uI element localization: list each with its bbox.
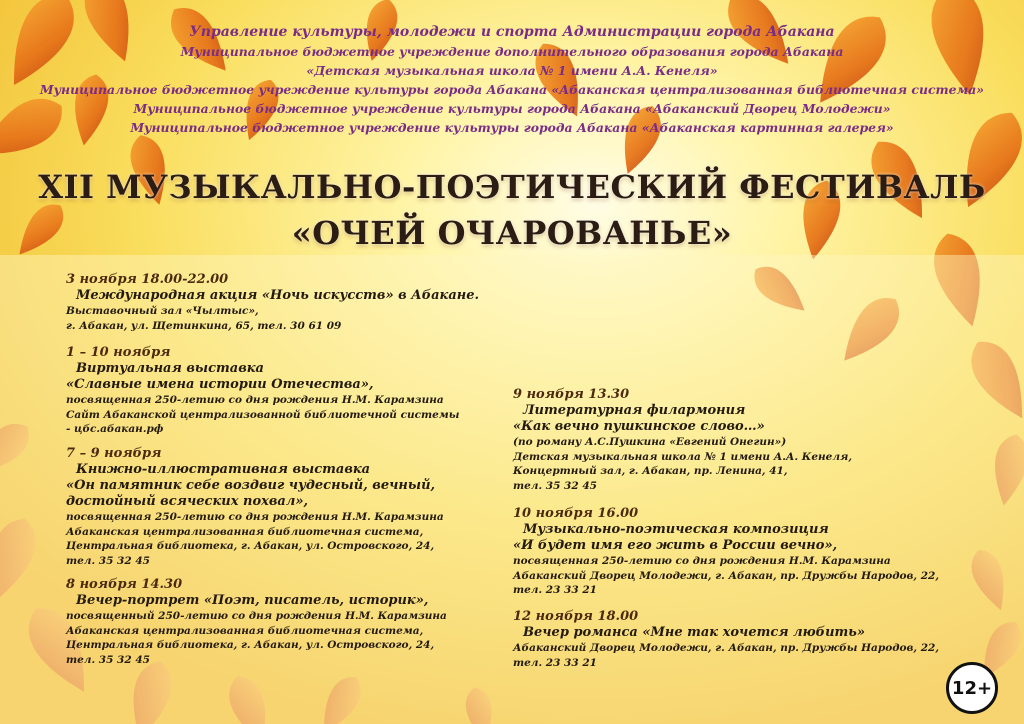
event-detail: Центральная библиотека, г. Абакан, ул. Островского, 24, <box>66 639 435 651</box>
event-quote: «Он памятник себе воздвиг чудесный, вечный, <box>66 478 436 493</box>
event-name: Музыкально-поэтическая композиция <box>523 522 829 537</box>
org-line-5: Муниципальное бюджетное учреждение культуры города Абакана «Абаканский Дворец Молодежи» <box>133 101 891 116</box>
event-name: Литературная филармония <box>523 403 746 418</box>
event-quote: достойный всяческих похвал», <box>66 494 308 509</box>
age-rating-badge: 12+ <box>946 662 998 714</box>
org-line-4: Муниципальное бюджетное учреждение культуры города Абакана «Абаканская централизованная библиотечная система» <box>39 82 985 97</box>
event-detail: посвященная 250-летию со дня рождения Н.М. Карамзина <box>66 511 444 523</box>
event-date: 9 ноября 13.30 <box>513 387 630 402</box>
event-quote: «Славные имена истории Отечества», <box>66 377 374 392</box>
event-name: Международная акция «Ночь искусств» в Абакане. <box>76 288 480 303</box>
org-line-3: «Детская музыкальная школа № 1 имени А.А. Кенеля» <box>306 63 718 78</box>
event-detail: тел. 35 32 45 <box>513 479 597 492</box>
event-detail: тел. 23 33 21 <box>513 584 597 596</box>
event-detail: Детская музыкальная школа № 1 имени А.А. Кенеля, <box>513 450 853 463</box>
event-date: 8 ноября 14.30 <box>66 577 183 592</box>
event-quote: «Как вечно пушкинское слово…» <box>513 419 765 434</box>
event-detail: тел. 35 32 45 <box>66 554 150 567</box>
event-name: Виртуальная выставка <box>76 361 264 376</box>
event-detail: Центральная библиотека, г. Абакан, ул. Островского, 24, <box>66 540 435 552</box>
event-detail: Абаканская централизованная библиотечная система, <box>66 525 424 538</box>
event-detail: Сайт Абаканской централизованной библиотечной системы <box>66 408 460 421</box>
event-date: 3 ноября 18.00-22.00 <box>66 272 229 287</box>
event-detail: г. Абакан, ул. Щетинкина, 65, тел. 30 61 09 <box>66 319 342 332</box>
festival-subtitle: «ОЧЕЙ ОЧАРОВАНЬЕ» <box>291 214 733 252</box>
org-line-6: Муниципальное бюджетное учреждение культуры города Абакана «Абаканская картинная галерея» <box>130 120 894 135</box>
event-left-3 <box>66 446 444 568</box>
event-detail: Абаканский Дворец Молодежи, г. Абакан, пр. Дружбы Народов, 22, <box>513 569 939 582</box>
event-left-4 <box>66 577 447 667</box>
festival-title: XII МУЗЫКАЛЬНО-ПОЭТИЧЕСКИЙ ФЕСТИВАЛЬ <box>38 168 986 206</box>
event-detail: Концертный зал, г. Абакан, пр. Ленина, 41, <box>513 465 788 477</box>
event-detail: тел. 35 32 45 <box>66 653 150 666</box>
event-right-1 <box>513 387 852 493</box>
event-detail: Абаканский Дворец Молодежи, г. Абакан, пр. Дружбы Народов, 22, <box>513 642 939 654</box>
event-right-3 <box>513 609 939 670</box>
event-quote: «И будет имя его жить в России вечно», <box>513 538 838 553</box>
event-name: Книжно-иллюстративная выставка <box>76 462 371 477</box>
event-detail: Выставочный зал «Чылтыс», <box>66 305 259 317</box>
event-date: 10 ноября 16.00 <box>513 506 639 521</box>
event-date: 1 – 10 ноября <box>66 345 171 360</box>
event-detail: (по роману А.С.Пушкина «Евгений Онегин») <box>513 436 787 448</box>
event-date: 7 – 9 ноября <box>66 446 162 461</box>
event-name: Вечер-портрет «Поэт, писатель, историк», <box>76 593 429 608</box>
event-left-2 <box>66 345 459 437</box>
event-detail: - цбс.абакан.рф <box>66 423 164 435</box>
event-detail: посвященная 250-летию со дня рождения Н.М. Карамзина <box>513 555 891 567</box>
event-detail: Абаканская централизованная библиотечная система, <box>66 624 424 637</box>
event-detail: посвященная 250-летию со дня рождения Н.М. Карамзина <box>66 394 444 406</box>
org-line-2: Муниципальное бюджетное учреждение дополнительного образования города Абакана <box>180 44 844 59</box>
event-date: 12 ноября 18.00 <box>513 609 639 624</box>
event-left-1 <box>66 272 479 333</box>
event-right-2 <box>513 506 939 598</box>
org-line-1: Управление культуры, молодежи и спорта Администрации города Абакана <box>189 24 835 40</box>
event-detail: тел. 23 33 21 <box>513 656 597 669</box>
event-name: Вечер романса «Мне так хочется любить» <box>523 625 865 640</box>
event-detail: посвященный 250-летию со дня рождения Н.М. Карамзина <box>66 610 447 622</box>
